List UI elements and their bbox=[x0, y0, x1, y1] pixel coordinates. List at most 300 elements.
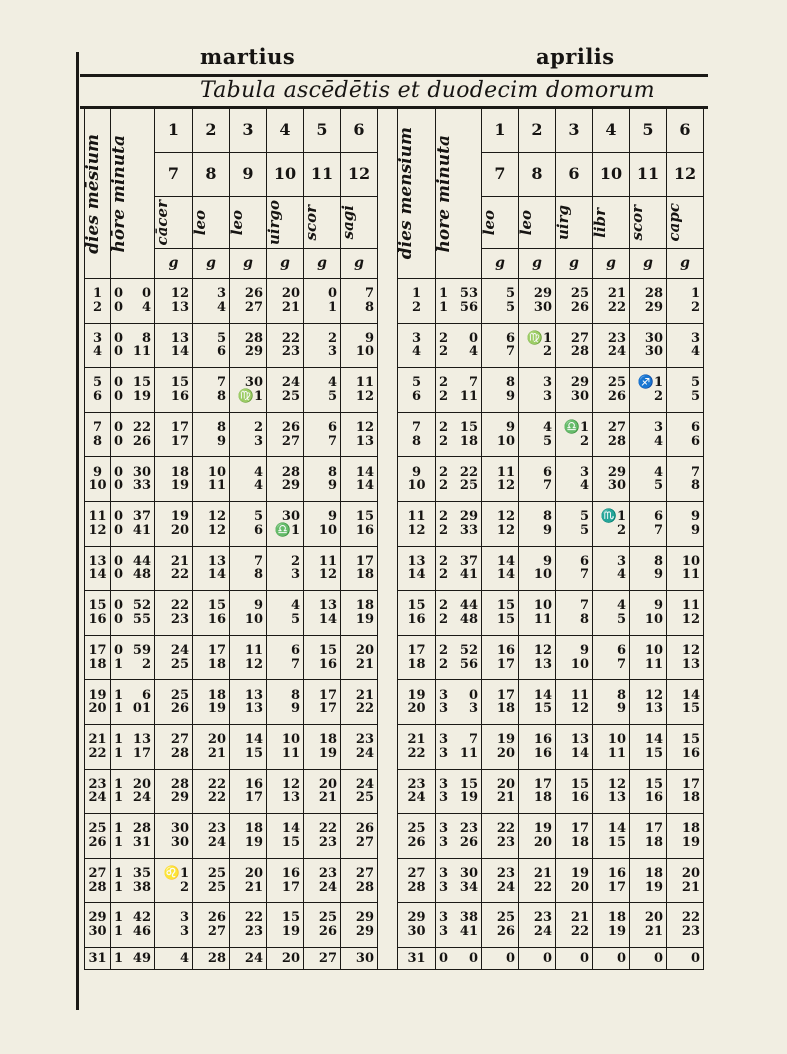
house-bottom-left: 9 bbox=[230, 153, 267, 197]
degree-left-value: 19 bbox=[170, 509, 189, 525]
day-right bbox=[398, 591, 436, 636]
minute-value: 59 bbox=[132, 642, 151, 658]
degree-left bbox=[304, 724, 341, 769]
degree-right-value: 3 bbox=[616, 553, 626, 569]
degree-left-value: 21 bbox=[244, 879, 263, 895]
sign-left bbox=[341, 197, 378, 249]
day-right-value: 21 bbox=[407, 732, 426, 748]
degree-right bbox=[519, 814, 556, 859]
degree-right-value: 21 bbox=[570, 910, 589, 926]
minute-value: 49 bbox=[132, 950, 151, 966]
degree-left-value: 10 bbox=[207, 464, 226, 480]
degree-right-value: 6 bbox=[653, 509, 663, 525]
degree-left-value: 26 bbox=[281, 419, 300, 435]
sign-label-left: uirgo bbox=[265, 200, 283, 245]
time-right bbox=[436, 412, 482, 457]
hour-minute-pair bbox=[111, 952, 154, 966]
degree-right bbox=[593, 858, 630, 903]
degree-left-value: 7 bbox=[253, 553, 263, 569]
degree-left-value: 18 bbox=[355, 598, 374, 614]
degree-left bbox=[230, 903, 267, 948]
hour-value: 0 bbox=[114, 286, 124, 302]
degree-right-value: ♏1 bbox=[600, 509, 626, 525]
time-right bbox=[436, 947, 482, 969]
degree-right bbox=[667, 724, 704, 769]
degree-left-value: 23 bbox=[318, 865, 337, 881]
day-right-value: 25 bbox=[407, 821, 426, 837]
hour-minute-pair bbox=[111, 555, 154, 569]
degree-left-value: 13 bbox=[170, 330, 189, 346]
degree-left bbox=[267, 724, 304, 769]
day-left-value: 23 bbox=[88, 776, 107, 792]
grade-label-right: g bbox=[667, 249, 704, 279]
house-bottom-left: 11 bbox=[304, 153, 341, 197]
hour-minute-pair bbox=[111, 421, 154, 435]
degree-left bbox=[304, 858, 341, 903]
degree-right-value: 5 bbox=[579, 509, 589, 525]
degree-left bbox=[341, 323, 378, 368]
degree-right bbox=[556, 903, 593, 948]
day-left bbox=[85, 903, 111, 948]
degree-left-value: 7 bbox=[290, 656, 300, 672]
degree-left-value: 30 bbox=[281, 509, 300, 525]
hour-value: 3 bbox=[439, 776, 449, 792]
degree-left-value: 23 bbox=[355, 732, 374, 748]
grade-label-right: g bbox=[482, 249, 519, 279]
minute-value: 52 bbox=[132, 598, 151, 614]
hour-value: 0 bbox=[114, 419, 124, 435]
degree-left bbox=[193, 680, 230, 725]
day-left bbox=[85, 546, 111, 591]
degree-right bbox=[482, 814, 519, 859]
day-left-value: 14 bbox=[88, 567, 107, 583]
degree-left-value: 30 bbox=[244, 375, 263, 391]
degree-right-value: 10 bbox=[644, 611, 663, 627]
degree-right bbox=[593, 769, 630, 814]
degree-right-value: 7 bbox=[542, 478, 552, 494]
degree-left-value: 19 bbox=[318, 745, 337, 761]
degree-left-value: 3 bbox=[253, 433, 263, 449]
hour-minute-pair bbox=[111, 613, 154, 627]
degree-left bbox=[230, 279, 267, 324]
degree-left bbox=[230, 947, 267, 969]
day-left bbox=[85, 858, 111, 903]
degree-right bbox=[482, 858, 519, 903]
minute-value: 15 bbox=[459, 776, 478, 792]
degree-right-value: 26 bbox=[607, 388, 626, 404]
degree-right-value: 16 bbox=[570, 790, 589, 806]
degree-right bbox=[556, 814, 593, 859]
degree-left-value: 29 bbox=[244, 344, 263, 360]
hour-value: 0 bbox=[114, 330, 124, 346]
degree-left-value: 0 bbox=[327, 286, 337, 302]
degree-left-value: 9 bbox=[290, 701, 300, 717]
degree-left bbox=[304, 279, 341, 324]
day-right-value: 30 bbox=[407, 924, 426, 940]
minute-value: 4 bbox=[141, 299, 151, 315]
degree-right-value: 15 bbox=[533, 701, 552, 717]
hour-value: 0 bbox=[114, 299, 124, 315]
grade-label-right: g bbox=[519, 249, 556, 279]
degree-right-value: 23 bbox=[496, 834, 515, 850]
degree-right bbox=[630, 680, 667, 725]
hour-minute-pair bbox=[436, 952, 481, 966]
degree-left-value: 18 bbox=[207, 656, 226, 672]
hour-minute-pair bbox=[436, 836, 481, 850]
house-bottom-right: 8 bbox=[519, 153, 556, 197]
degree-right bbox=[630, 368, 667, 413]
hour-minute-pair bbox=[111, 345, 154, 359]
day-right-value: 28 bbox=[407, 879, 426, 895]
time-right bbox=[436, 546, 482, 591]
time-left bbox=[111, 412, 155, 457]
minute-value: 44 bbox=[132, 553, 151, 569]
degree-left bbox=[267, 457, 304, 502]
degree-left-value: 12 bbox=[318, 567, 337, 583]
degree-right-value: 12 bbox=[607, 776, 626, 792]
degree-left-value: 29 bbox=[355, 924, 374, 940]
degree-left bbox=[267, 546, 304, 591]
degree-left bbox=[193, 591, 230, 636]
hour-minute-pair bbox=[111, 390, 154, 404]
degree-left bbox=[155, 368, 193, 413]
hour-value: 1 bbox=[114, 879, 124, 895]
degree-left bbox=[230, 680, 267, 725]
day-right-value: 16 bbox=[407, 611, 426, 627]
degree-right-value: 6 bbox=[579, 553, 589, 569]
degree-left-value: 15 bbox=[318, 642, 337, 658]
degree-left-value: 25 bbox=[207, 879, 226, 895]
minute-value: 31 bbox=[132, 834, 151, 850]
degree-left-value: 24 bbox=[318, 879, 337, 895]
degree-right bbox=[593, 947, 630, 969]
degree-right-value: 5 bbox=[690, 388, 700, 404]
day-right-value: 18 bbox=[407, 656, 426, 672]
degree-left-value: 13 bbox=[244, 687, 263, 703]
degree-right-value: 18 bbox=[681, 821, 700, 837]
degree-left-value: 12 bbox=[244, 656, 263, 672]
degree-left-value: 25 bbox=[355, 790, 374, 806]
time-left bbox=[111, 368, 155, 413]
degree-right-value: 9 bbox=[505, 388, 515, 404]
degree-left-value: 8 bbox=[216, 419, 226, 435]
degree-right-value: 7 bbox=[653, 522, 663, 538]
degree-left bbox=[155, 591, 193, 636]
degree-left-value: 6 bbox=[290, 642, 300, 658]
house-top-right: 6 bbox=[667, 109, 704, 153]
time-left bbox=[111, 680, 155, 725]
day-left bbox=[85, 368, 111, 413]
degree-right-value: 16 bbox=[644, 790, 663, 806]
degree-right-value: 18 bbox=[496, 701, 515, 717]
degree-left-value: 5 bbox=[216, 330, 226, 346]
degree-right-value: 18 bbox=[607, 910, 626, 926]
hour-minute-pair bbox=[436, 555, 481, 569]
degree-left bbox=[155, 501, 193, 546]
degree-right bbox=[482, 903, 519, 948]
degree-left bbox=[155, 769, 193, 814]
hour-value: 3 bbox=[439, 924, 449, 940]
degree-left-value: 8 bbox=[253, 567, 263, 583]
degree-left-value: 23 bbox=[170, 611, 189, 627]
degree-right-value: 22 bbox=[533, 879, 552, 895]
degree-left-value: 15 bbox=[170, 375, 189, 391]
degree-left-value: 17 bbox=[244, 790, 263, 806]
house-top-left: 4 bbox=[267, 109, 304, 153]
degree-right bbox=[593, 591, 630, 636]
minute-value: 33 bbox=[132, 478, 151, 494]
degree-right bbox=[519, 501, 556, 546]
degree-right-value: 29 bbox=[533, 286, 552, 302]
hore-header-left bbox=[111, 109, 155, 279]
degree-right-value: 6 bbox=[616, 642, 626, 658]
degree-right-value: 7 bbox=[579, 598, 589, 614]
day-right-value: 19 bbox=[407, 687, 426, 703]
degree-right-value: 15 bbox=[496, 611, 515, 627]
sign-left bbox=[193, 197, 230, 249]
degree-left bbox=[155, 680, 193, 725]
degree-right-value: 5 bbox=[505, 299, 515, 315]
hour-value: 2 bbox=[439, 642, 449, 658]
degree-right bbox=[482, 546, 519, 591]
degree-left bbox=[155, 546, 193, 591]
degree-right-value: 19 bbox=[607, 924, 626, 940]
degree-right-value: 0 bbox=[542, 950, 552, 966]
degree-left bbox=[304, 680, 341, 725]
degree-left-value: 22 bbox=[355, 701, 374, 717]
degree-left bbox=[230, 546, 267, 591]
degree-right bbox=[667, 858, 704, 903]
degree-right-value: 7 bbox=[579, 567, 589, 583]
hour-minute-pair bbox=[436, 466, 481, 480]
degree-right-value: 14 bbox=[607, 821, 626, 837]
degree-left bbox=[155, 323, 193, 368]
degree-left bbox=[341, 412, 378, 457]
degree-right bbox=[630, 858, 667, 903]
day-right-value: 24 bbox=[407, 790, 426, 806]
time-left bbox=[111, 323, 155, 368]
degree-left-value: 3 bbox=[179, 910, 189, 926]
day-left-value: 11 bbox=[88, 509, 107, 525]
degree-right-value: 22 bbox=[496, 821, 515, 837]
day-left-value: 25 bbox=[88, 821, 107, 837]
minute-value: 2 bbox=[141, 656, 151, 672]
degree-right-value: 29 bbox=[644, 299, 663, 315]
time-left bbox=[111, 947, 155, 969]
day-left-value: 9 bbox=[92, 464, 103, 480]
degree-right-value: 20 bbox=[496, 745, 515, 761]
degree-right-value: 17 bbox=[681, 776, 700, 792]
hour-minute-pair bbox=[436, 301, 481, 315]
degree-right bbox=[519, 368, 556, 413]
degree-left-value: 14 bbox=[355, 478, 374, 494]
degree-left bbox=[267, 591, 304, 636]
degree-left bbox=[193, 724, 230, 769]
day-left-value: 13 bbox=[88, 553, 107, 569]
hour-minute-pair bbox=[436, 689, 481, 703]
sign-right bbox=[519, 197, 556, 249]
degree-right-value: 26 bbox=[496, 924, 515, 940]
degree-left-value: 22 bbox=[244, 910, 263, 926]
column-gap bbox=[378, 109, 398, 970]
minute-value: 56 bbox=[459, 299, 478, 315]
minute-value: 41 bbox=[459, 567, 478, 583]
house-top-left: 1 bbox=[155, 109, 193, 153]
degree-left-value: 4 bbox=[179, 950, 189, 966]
degree-left-value: 16 bbox=[281, 865, 300, 881]
degree-left-value: 17 bbox=[318, 687, 337, 703]
degree-left-value: 17 bbox=[318, 701, 337, 717]
hour-value: 1 bbox=[114, 910, 124, 926]
degree-right bbox=[630, 724, 667, 769]
degree-left-value: 20 bbox=[355, 642, 374, 658]
left-margin-rule bbox=[76, 52, 79, 1010]
degree-right bbox=[482, 279, 519, 324]
degree-right-value: 5 bbox=[542, 433, 552, 449]
degree-left bbox=[193, 635, 230, 680]
day-right-value: 4 bbox=[411, 344, 422, 360]
degree-right bbox=[667, 546, 704, 591]
degree-right-value: 9 bbox=[505, 419, 515, 435]
minute-value: 48 bbox=[132, 567, 151, 583]
minute-value: 22 bbox=[459, 464, 478, 480]
hour-value: 3 bbox=[439, 790, 449, 806]
degree-left bbox=[267, 635, 304, 680]
degree-right-value: 16 bbox=[496, 642, 515, 658]
degree-right-value: 18 bbox=[533, 790, 552, 806]
degree-left-value: 10 bbox=[244, 611, 263, 627]
degree-right-value: 12 bbox=[570, 701, 589, 717]
degree-right-value: 9 bbox=[579, 642, 589, 658]
degree-left bbox=[155, 814, 193, 859]
degree-right bbox=[519, 635, 556, 680]
degree-left-value: 22 bbox=[207, 776, 226, 792]
degree-left-value: 14 bbox=[170, 344, 189, 360]
hour-value: 0 bbox=[439, 950, 449, 966]
degree-left-value: 17 bbox=[170, 433, 189, 449]
degree-left-value: 11 bbox=[244, 642, 263, 658]
hour-minute-pair bbox=[436, 822, 481, 836]
day-left-value: 27 bbox=[88, 865, 107, 881]
day-right-value: 11 bbox=[407, 509, 426, 525]
time-left bbox=[111, 858, 155, 903]
hour-minute-pair bbox=[436, 613, 481, 627]
minute-value: 41 bbox=[132, 522, 151, 538]
degree-right-value: 20 bbox=[570, 879, 589, 895]
hore-label-right: hore minuta bbox=[434, 134, 454, 253]
degree-right bbox=[556, 947, 593, 969]
degree-left-value: 10 bbox=[318, 522, 337, 538]
minute-value: 20 bbox=[132, 776, 151, 792]
hour-value: 0 bbox=[114, 375, 124, 391]
degree-left bbox=[155, 724, 193, 769]
hore-header-right bbox=[436, 109, 482, 279]
degree-right-value: 12 bbox=[533, 642, 552, 658]
hour-value: 0 bbox=[114, 344, 124, 360]
degree-left-value: 16 bbox=[355, 522, 374, 538]
degree-left-value: 6 bbox=[327, 419, 337, 435]
minute-value: 48 bbox=[459, 611, 478, 627]
degree-left-value: 21 bbox=[318, 790, 337, 806]
degree-left bbox=[304, 457, 341, 502]
hour-value: 3 bbox=[439, 745, 449, 761]
grade-label-left: g bbox=[230, 249, 267, 279]
degree-right bbox=[667, 279, 704, 324]
grade-label-left: g bbox=[267, 249, 304, 279]
minute-value: 19 bbox=[459, 790, 478, 806]
degree-left bbox=[267, 368, 304, 413]
degree-left-value: ♍1 bbox=[237, 388, 263, 404]
day-right bbox=[398, 457, 436, 502]
degree-left bbox=[341, 501, 378, 546]
degree-right-value: 27 bbox=[607, 419, 626, 435]
degree-right-value: 9 bbox=[542, 553, 552, 569]
hour-minute-pair bbox=[111, 435, 154, 449]
hour-value: 0 bbox=[114, 522, 124, 538]
day-left-value: 15 bbox=[88, 598, 107, 614]
degree-right-value: 21 bbox=[644, 924, 663, 940]
degree-right-value: 9 bbox=[616, 701, 626, 717]
day-right-value: 8 bbox=[411, 433, 422, 449]
degree-left-value: 19 bbox=[355, 611, 374, 627]
degree-right-value: 20 bbox=[496, 776, 515, 792]
degree-right-value: ♎1 bbox=[563, 419, 589, 435]
degree-left-value: 25 bbox=[170, 656, 189, 672]
day-right-value: 17 bbox=[407, 642, 426, 658]
degree-right bbox=[667, 903, 704, 948]
day-left-value: 5 bbox=[92, 375, 103, 391]
degree-right-value: 18 bbox=[570, 834, 589, 850]
degree-left-value: 27 bbox=[318, 950, 337, 966]
minute-value: 18 bbox=[459, 433, 478, 449]
degree-right-value: 13 bbox=[533, 656, 552, 672]
degree-right-value: 21 bbox=[607, 286, 626, 302]
sign-label-left: sagi bbox=[339, 205, 357, 240]
sign-label-right: libr bbox=[591, 207, 609, 238]
degree-left-value: 23 bbox=[281, 344, 300, 360]
degree-left-value: 19 bbox=[170, 478, 189, 494]
degree-right-value: 30 bbox=[644, 330, 663, 346]
degree-left bbox=[267, 858, 304, 903]
degree-right-value: 4 bbox=[690, 344, 700, 360]
minute-value: 3 bbox=[468, 701, 478, 717]
header-rule-top bbox=[80, 74, 708, 77]
degree-right-value: 26 bbox=[570, 299, 589, 315]
degree-left bbox=[193, 323, 230, 368]
degree-left bbox=[304, 947, 341, 969]
degree-left-value: 24 bbox=[207, 834, 226, 850]
degree-right bbox=[630, 323, 667, 368]
day-right bbox=[398, 947, 436, 969]
hour-value: 2 bbox=[439, 656, 449, 672]
degree-left-value: 14 bbox=[281, 821, 300, 837]
degree-right-value: 23 bbox=[681, 924, 700, 940]
degree-right bbox=[593, 457, 630, 502]
degree-right-value: 24 bbox=[607, 344, 626, 360]
degree-left-value: 27 bbox=[207, 924, 226, 940]
degree-left bbox=[267, 412, 304, 457]
degree-left bbox=[155, 457, 193, 502]
degree-left bbox=[230, 635, 267, 680]
minute-value: 56 bbox=[459, 656, 478, 672]
degree-left-value: 26 bbox=[355, 821, 374, 837]
degree-left-value: ♌1 bbox=[163, 865, 189, 881]
degree-left bbox=[304, 903, 341, 948]
minute-value: 37 bbox=[459, 553, 478, 569]
degree-right-value: 9 bbox=[653, 567, 663, 583]
degree-left-value: 29 bbox=[355, 910, 374, 926]
degree-right-value: ♐1 bbox=[637, 375, 663, 391]
